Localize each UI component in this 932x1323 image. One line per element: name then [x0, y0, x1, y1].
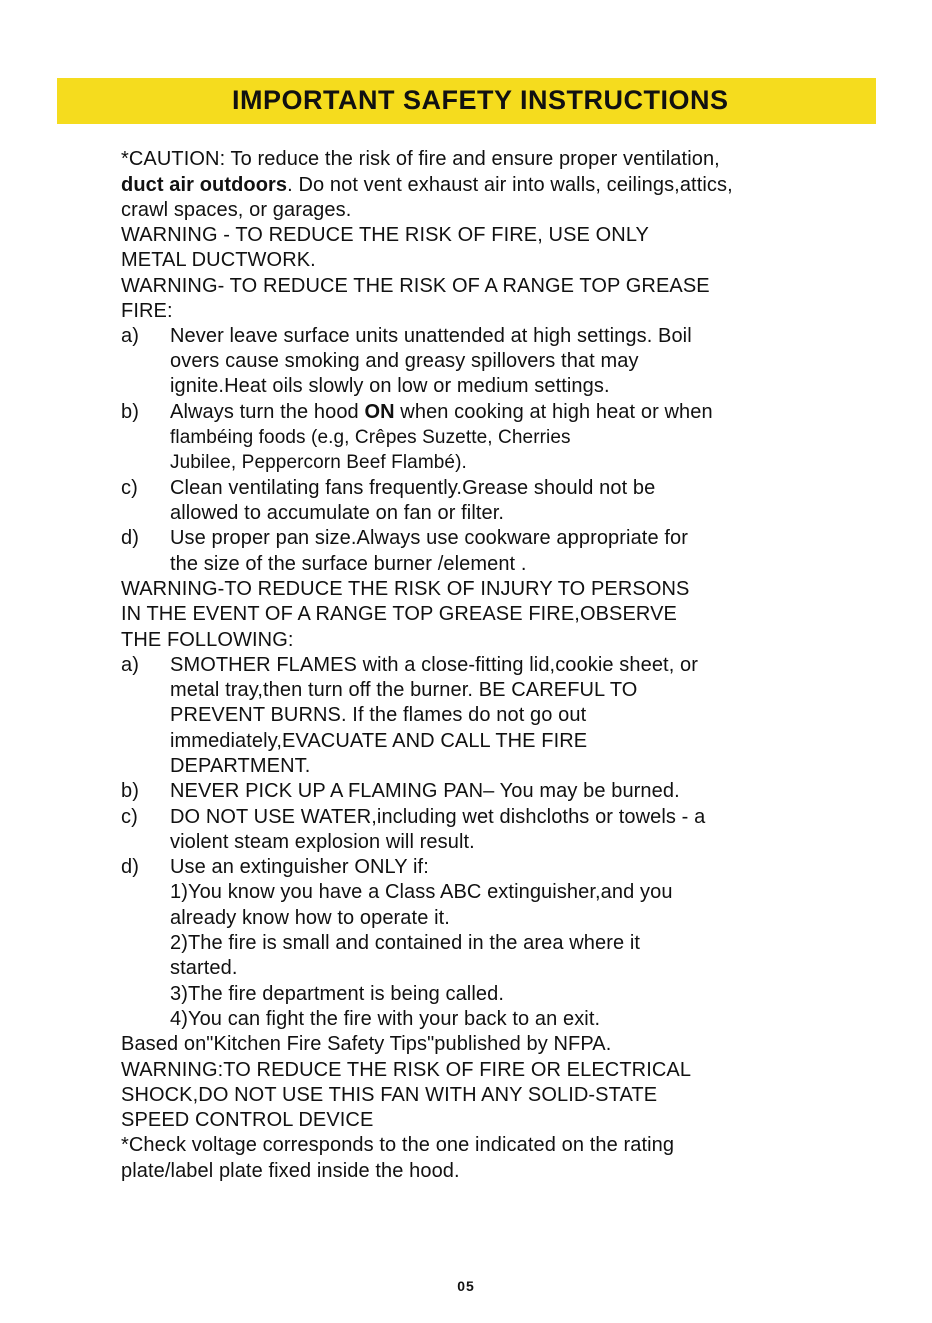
list-item-text: DEPARTMENT.	[170, 755, 311, 777]
list-item-text: Always turn the hood ON when cooking at high heat or when	[170, 401, 713, 423]
list-item-text: 1)You know you have a Class ABC extinguisher,and you	[170, 881, 673, 903]
caution-line-1: *CAUTION: To reduce the risk of fire and ensure proper ventilation,	[121, 148, 720, 170]
page-title: IMPORTANT SAFETY INSTRUCTIONS	[232, 85, 729, 115]
list-item-text: Never leave surface units unattended at high settings. Boil	[170, 325, 692, 347]
list-item-text: violent steam explosion will result.	[170, 831, 475, 853]
list-item-text: Use an extinguisher ONLY if:	[170, 856, 429, 878]
duct-air-outdoors-emphasis: duct air outdoors	[121, 174, 288, 196]
list-marker: d)	[121, 856, 139, 878]
warning-injury-line-3: THE FOLLOWING:	[121, 629, 294, 651]
list-item-text: started.	[170, 957, 238, 979]
caution-line-3: crawl spaces, or garages.	[121, 199, 352, 221]
list-item-text: immediately,EVACUATE AND CALL THE FIRE	[170, 730, 588, 752]
page-number: 05	[457, 1278, 475, 1294]
on-emphasis: ON	[364, 401, 395, 423]
caution-line-2: duct air outdoors. Do not vent exhaust air into walls, ceilings,attics,	[121, 174, 733, 196]
list-item-text: NEVER PICK UP A FLAMING PAN– You may be burned.	[170, 780, 680, 802]
list-item-text: SMOTHER FLAMES with a close-fitting lid,cookie sheet, or	[170, 654, 699, 676]
warning-shock-line-3: SPEED CONTROL DEVICE	[121, 1109, 374, 1131]
list-item-text: DO NOT USE WATER,including wet dishcloths or towels - a	[170, 806, 706, 828]
list-item-text: flambéing foods (e.g, Crêpes Suzette, Cherries	[170, 427, 571, 448]
list-item-text: 3)The fire department is being called.	[170, 983, 504, 1005]
warning-injury-line-2: IN THE EVENT OF A RANGE TOP GREASE FIRE,OBSERVE	[121, 603, 677, 625]
list-item-text: PREVENT BURNS. If the flames do not go out	[170, 704, 587, 726]
list-item-text: the size of the surface burner /element .	[170, 553, 527, 575]
nfpa-source-note: Based on"Kitchen Fire Safety Tips"published by NFPA.	[121, 1033, 612, 1055]
warning-metal-line-1: WARNING - TO REDUCE THE RISK OF FIRE, USE ONLY	[121, 224, 649, 246]
list-marker: b)	[121, 780, 139, 802]
list-marker: b)	[121, 401, 139, 423]
list-marker: a)	[121, 325, 139, 347]
list-item-text: already know how to operate it.	[170, 907, 450, 929]
voltage-note-line-2: plate/label plate fixed inside the hood.	[121, 1160, 460, 1182]
list-marker: a)	[121, 654, 139, 676]
list-item-text: overs cause smoking and greasy spillovers that may	[170, 350, 639, 372]
warning-grease-line-1: WARNING- TO REDUCE THE RISK OF A RANGE TOP GREASE	[121, 275, 710, 297]
list-item-text: 4)You can fight the fire with your back to an exit.	[170, 1008, 601, 1030]
warning-shock-line-1: WARNING:TO REDUCE THE RISK OF FIRE OR ELECTRICAL	[121, 1059, 692, 1081]
warning-metal-line-2: METAL DUCTWORK.	[121, 249, 316, 271]
list-item-text: allowed to accumulate on fan or filter.	[170, 502, 505, 524]
list-marker: c)	[121, 806, 138, 828]
warning-injury-line-1: WARNING-TO REDUCE THE RISK OF INJURY TO PERSONS	[121, 578, 690, 600]
warning-grease-line-2: FIRE:	[121, 300, 173, 322]
list-item-text: 2)The fire is small and contained in the area where it	[170, 932, 641, 954]
list-item-text: Clean ventilating fans frequently.Grease should not be	[170, 477, 656, 499]
list-marker: c)	[121, 477, 138, 499]
list-item-text: metal tray,then turn off the burner. BE CAREFUL TO	[170, 679, 638, 701]
list-marker: d)	[121, 527, 139, 549]
list-item-text: Jubilee, Peppercorn Beef Flambé).	[170, 452, 467, 473]
voltage-note-line-1: *Check voltage corresponds to the one indicated on the rating	[121, 1134, 675, 1156]
list-item-text: Use proper pan size.Always use cookware appropriate for	[170, 527, 688, 549]
list-item-text: ignite.Heat oils slowly on low or medium settings.	[170, 375, 610, 397]
warning-shock-line-2: SHOCK,DO NOT USE THIS FAN WITH ANY SOLID-STATE	[121, 1084, 658, 1106]
